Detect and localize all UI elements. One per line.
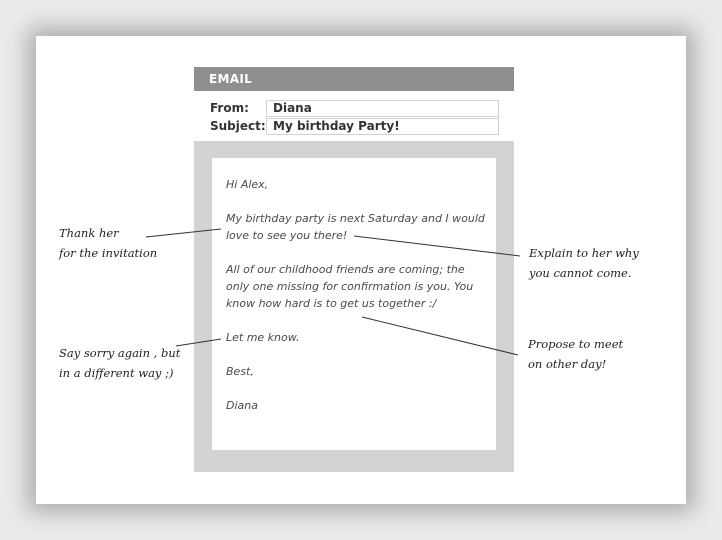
body-closing: Best,: [226, 365, 254, 378]
annotation-thank: Thank her for the invitation: [59, 226, 158, 260]
annotation-line-sorry: [176, 339, 221, 346]
body-signature: Diana: [226, 399, 258, 412]
annotation-line-thank: [146, 229, 221, 237]
subject-field[interactable]: My birthday Party!: [266, 118, 499, 135]
subject-label: Subject:: [210, 119, 266, 133]
body-greeting: Hi Alex,: [226, 178, 269, 191]
body-paragraph-1: My birthday party is next Saturday and I would love to see you there!: [226, 212, 485, 242]
from-field[interactable]: Diana: [266, 100, 499, 117]
from-label: From:: [210, 101, 249, 115]
annotation-sorry: Say sorry again , but in a different way ;): [59, 346, 181, 380]
email-header: EMAIL: [194, 67, 514, 91]
body-paragraph-2: All of our childhood friends are coming; the only one missing for confirmation is you. You know how hard is to get us together :/: [226, 263, 474, 310]
annotation-explain: Explain to her why you cannot come.: [529, 246, 639, 280]
annotation-line-explain: [354, 236, 520, 256]
body-paragraph-3: Let me know.: [226, 331, 300, 344]
annotation-line-propose: [362, 317, 518, 355]
annotation-propose: Propose to meet on other day!: [528, 337, 624, 371]
